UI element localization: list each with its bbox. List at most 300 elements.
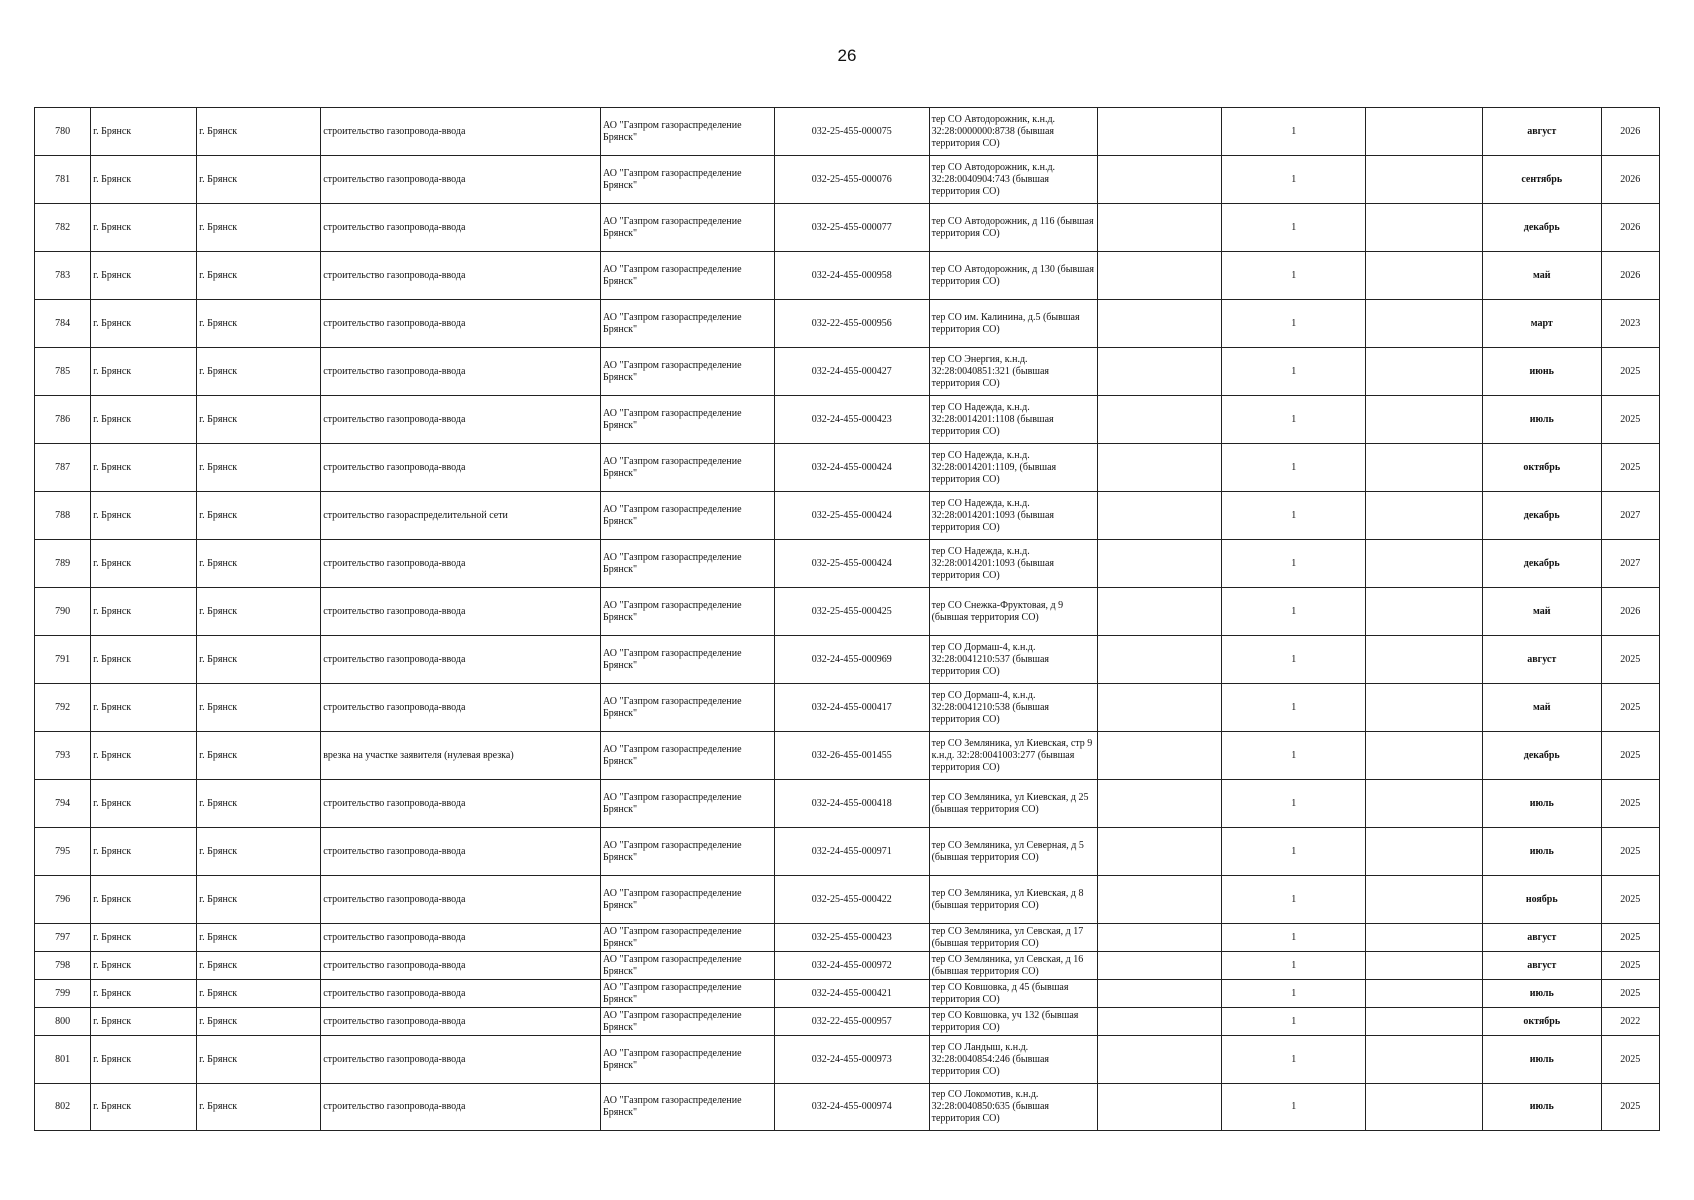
locality-cell: г. Брянск <box>91 396 197 444</box>
work-type-cell: строительство газопровода-ввода <box>321 300 601 348</box>
quantity-cell: 1 <box>1222 1036 1366 1084</box>
table-row <box>35 876 1660 924</box>
row-number-cell: 783 <box>35 252 91 300</box>
work-type-cell: строительство газопровода-ввода <box>321 684 601 732</box>
quantity-cell: 1 <box>1222 684 1366 732</box>
work-type-cell: строительство газопровода-ввода <box>321 156 601 204</box>
table-body <box>35 108 1660 1131</box>
table-row <box>35 156 1660 204</box>
address-cell: тер СО им. Калинина, д.5 (бывшая территория СО) <box>929 300 1098 348</box>
year-cell: 2025 <box>1601 348 1659 396</box>
empty-cell <box>1098 1036 1222 1084</box>
locality-cell: г. Брянск <box>91 1084 197 1131</box>
empty-cell <box>1366 348 1483 396</box>
year-cell: 2026 <box>1601 108 1659 156</box>
month-cell: сентябрь <box>1482 156 1601 204</box>
year-cell: 2026 <box>1601 204 1659 252</box>
empty-cell <box>1366 396 1483 444</box>
quantity-cell: 1 <box>1222 732 1366 780</box>
row-number-cell: 796 <box>35 876 91 924</box>
empty-cell <box>1366 300 1483 348</box>
page-number: 26 <box>837 46 857 65</box>
month-cell: май <box>1482 252 1601 300</box>
quantity-cell: 1 <box>1222 636 1366 684</box>
month-cell: июль <box>1482 396 1601 444</box>
empty-cell <box>1366 780 1483 828</box>
row-number-cell: 801 <box>35 1036 91 1084</box>
year-cell: 2025 <box>1601 952 1659 980</box>
table-row <box>35 108 1660 156</box>
address-cell: тер СО Надежда, к.н.д. 32:28:0014201:1108 (бывшая территория СО) <box>929 396 1098 444</box>
application-code-cell: 032-24-455-000969 <box>774 636 929 684</box>
address-cell: тер СО Автодорожник, д 116 (бывшая территория СО) <box>929 204 1098 252</box>
month-cell: ноябрь <box>1482 876 1601 924</box>
organization-cell: АО "Газпром газораспределение Брянск" <box>601 1036 775 1084</box>
locality-cell: г. Брянск <box>91 252 197 300</box>
city-cell: г. Брянск <box>197 396 321 444</box>
empty-cell <box>1366 108 1483 156</box>
table-row <box>35 1008 1660 1036</box>
month-cell: июль <box>1482 828 1601 876</box>
work-type-cell: строительство газопровода-ввода <box>321 588 601 636</box>
city-cell: г. Брянск <box>197 108 321 156</box>
table-row <box>35 540 1660 588</box>
work-type-cell: врезка на участке заявителя (нулевая врезка) <box>321 732 601 780</box>
row-number-cell: 800 <box>35 1008 91 1036</box>
month-cell: июль <box>1482 980 1601 1008</box>
quantity-cell: 1 <box>1222 588 1366 636</box>
organization-cell: АО "Газпром газораспределение Брянск" <box>601 492 775 540</box>
work-type-cell: строительство газопровода-ввода <box>321 1008 601 1036</box>
locality-cell: г. Брянск <box>91 636 197 684</box>
table-row <box>35 396 1660 444</box>
locality-cell: г. Брянск <box>91 444 197 492</box>
month-cell: июль <box>1482 1036 1601 1084</box>
city-cell: г. Брянск <box>197 636 321 684</box>
empty-cell <box>1366 684 1483 732</box>
city-cell: г. Брянск <box>197 156 321 204</box>
application-code-cell: 032-25-455-000424 <box>774 492 929 540</box>
empty-cell <box>1366 492 1483 540</box>
work-type-cell: строительство газопровода-ввода <box>321 1036 601 1084</box>
table-row <box>35 252 1660 300</box>
work-type-cell: строительство газопровода-ввода <box>321 828 601 876</box>
table-row <box>35 1036 1660 1084</box>
empty-cell <box>1098 588 1222 636</box>
empty-cell <box>1098 1084 1222 1131</box>
city-cell: г. Брянск <box>197 780 321 828</box>
row-number-cell: 789 <box>35 540 91 588</box>
quantity-cell: 1 <box>1222 780 1366 828</box>
empty-cell <box>1366 636 1483 684</box>
work-type-cell: строительство газопровода-ввода <box>321 348 601 396</box>
row-number-cell: 795 <box>35 828 91 876</box>
row-number-cell: 785 <box>35 348 91 396</box>
locality-cell: г. Брянск <box>91 492 197 540</box>
city-cell: г. Брянск <box>197 980 321 1008</box>
empty-cell <box>1098 684 1222 732</box>
empty-cell <box>1098 540 1222 588</box>
row-number-cell: 794 <box>35 780 91 828</box>
locality-cell: г. Брянск <box>91 732 197 780</box>
quantity-cell: 1 <box>1222 108 1366 156</box>
address-cell: тер СО Дормаш-4, к.н.д. 32:28:0041210:537 (бывшая территория СО) <box>929 636 1098 684</box>
application-code-cell: 032-24-455-000972 <box>774 952 929 980</box>
address-cell: тер СО Земляника, ул Киевская, д 25 (бывшая территория СО) <box>929 780 1098 828</box>
empty-cell <box>1098 348 1222 396</box>
table-row <box>35 348 1660 396</box>
year-cell: 2025 <box>1601 636 1659 684</box>
empty-cell <box>1366 156 1483 204</box>
application-code-cell: 032-22-455-000956 <box>774 300 929 348</box>
address-cell: тер СО Ковшовка, д 45 (бывшая территория СО) <box>929 980 1098 1008</box>
application-code-cell: 032-25-455-000423 <box>774 924 929 952</box>
table-row <box>35 780 1660 828</box>
city-cell: г. Брянск <box>197 828 321 876</box>
year-cell: 2025 <box>1601 396 1659 444</box>
organization-cell: АО "Газпром газораспределение Брянск" <box>601 588 775 636</box>
month-cell: май <box>1482 588 1601 636</box>
row-number-cell: 798 <box>35 952 91 980</box>
address-cell: тер СО Дормаш-4, к.н.д. 32:28:0041210:538 (бывшая территория СО) <box>929 684 1098 732</box>
table-row <box>35 684 1660 732</box>
empty-cell <box>1098 980 1222 1008</box>
locality-cell: г. Брянск <box>91 204 197 252</box>
organization-cell: АО "Газпром газораспределение Брянск" <box>601 952 775 980</box>
empty-cell <box>1098 1008 1222 1036</box>
work-type-cell: строительство газопровода-ввода <box>321 540 601 588</box>
application-code-cell: 032-24-455-000971 <box>774 828 929 876</box>
application-code-cell: 032-25-455-000075 <box>774 108 929 156</box>
locality-cell: г. Брянск <box>91 876 197 924</box>
organization-cell: АО "Газпром газораспределение Брянск" <box>601 156 775 204</box>
empty-cell <box>1098 636 1222 684</box>
organization-cell: АО "Газпром газораспределение Брянск" <box>601 684 775 732</box>
row-number-cell: 787 <box>35 444 91 492</box>
organization-cell: АО "Газпром газораспределение Брянск" <box>601 780 775 828</box>
application-code-cell: 032-24-455-000958 <box>774 252 929 300</box>
year-cell: 2023 <box>1601 300 1659 348</box>
table-row <box>35 952 1660 980</box>
city-cell: г. Брянск <box>197 1084 321 1131</box>
city-cell: г. Брянск <box>197 588 321 636</box>
quantity-cell: 1 <box>1222 540 1366 588</box>
application-code-cell: 032-25-455-000425 <box>774 588 929 636</box>
organization-cell: АО "Газпром газораспределение Брянск" <box>601 444 775 492</box>
month-cell: август <box>1482 924 1601 952</box>
row-number-cell: 792 <box>35 684 91 732</box>
address-cell: тер СО Земляника, ул Киевская, стр 9 к.н.д. 32:28:0041003:277 (бывшая территория СО) <box>929 732 1098 780</box>
quantity-cell: 1 <box>1222 300 1366 348</box>
organization-cell: АО "Газпром газораспределение Брянск" <box>601 300 775 348</box>
locality-cell: г. Брянск <box>91 300 197 348</box>
empty-cell <box>1098 444 1222 492</box>
row-number-cell: 797 <box>35 924 91 952</box>
row-number-cell: 799 <box>35 980 91 1008</box>
city-cell: г. Брянск <box>197 684 321 732</box>
quantity-cell: 1 <box>1222 828 1366 876</box>
application-code-cell: 032-24-455-000973 <box>774 1036 929 1084</box>
quantity-cell: 1 <box>1222 252 1366 300</box>
work-type-cell: строительство газопровода-ввода <box>321 108 601 156</box>
row-number-cell: 781 <box>35 156 91 204</box>
empty-cell <box>1366 732 1483 780</box>
work-type-cell: строительство газопровода-ввода <box>321 444 601 492</box>
month-cell: март <box>1482 300 1601 348</box>
work-type-cell: строительство газопровода-ввода <box>321 1084 601 1131</box>
table-row <box>35 588 1660 636</box>
year-cell: 2025 <box>1601 780 1659 828</box>
work-type-cell: строительство газопровода-ввода <box>321 952 601 980</box>
empty-cell <box>1098 204 1222 252</box>
organization-cell: АО "Газпром газораспределение Брянск" <box>601 252 775 300</box>
city-cell: г. Брянск <box>197 924 321 952</box>
empty-cell <box>1098 108 1222 156</box>
application-code-cell: 032-25-455-000076 <box>774 156 929 204</box>
application-code-cell: 032-24-455-000427 <box>774 348 929 396</box>
application-code-cell: 032-22-455-000957 <box>774 1008 929 1036</box>
address-cell: тер СО Земляника, ул Севская, д 16 (бывшая территория СО) <box>929 952 1098 980</box>
locality-cell: г. Брянск <box>91 1008 197 1036</box>
application-code-cell: 032-25-455-000422 <box>774 876 929 924</box>
city-cell: г. Брянск <box>197 876 321 924</box>
table-row <box>35 444 1660 492</box>
empty-cell <box>1366 588 1483 636</box>
application-code-cell: 032-24-455-000424 <box>774 444 929 492</box>
row-number-cell: 784 <box>35 300 91 348</box>
table-row <box>35 1084 1660 1131</box>
empty-cell <box>1098 492 1222 540</box>
table-row <box>35 828 1660 876</box>
empty-cell <box>1366 1008 1483 1036</box>
organization-cell: АО "Газпром газораспределение Брянск" <box>601 396 775 444</box>
empty-cell <box>1098 876 1222 924</box>
locality-cell: г. Брянск <box>91 348 197 396</box>
empty-cell <box>1366 252 1483 300</box>
table-row <box>35 204 1660 252</box>
city-cell: г. Брянск <box>197 952 321 980</box>
table-row <box>35 732 1660 780</box>
organization-cell: АО "Газпром газораспределение Брянск" <box>601 980 775 1008</box>
organization-cell: АО "Газпром газораспределение Брянск" <box>601 924 775 952</box>
year-cell: 2025 <box>1601 1036 1659 1084</box>
month-cell: август <box>1482 952 1601 980</box>
year-cell: 2025 <box>1601 444 1659 492</box>
application-code-cell: 032-25-455-000077 <box>774 204 929 252</box>
quantity-cell: 1 <box>1222 156 1366 204</box>
month-cell: декабрь <box>1482 492 1601 540</box>
table-row <box>35 300 1660 348</box>
row-number-cell: 793 <box>35 732 91 780</box>
quantity-cell: 1 <box>1222 952 1366 980</box>
month-cell: октябрь <box>1482 444 1601 492</box>
table-row <box>35 492 1660 540</box>
locality-cell: г. Брянск <box>91 108 197 156</box>
table-row <box>35 636 1660 684</box>
organization-cell: АО "Газпром газораспределение Брянск" <box>601 204 775 252</box>
empty-cell <box>1366 828 1483 876</box>
empty-cell <box>1098 300 1222 348</box>
empty-cell <box>1098 924 1222 952</box>
quantity-cell: 1 <box>1222 1008 1366 1036</box>
empty-cell <box>1098 780 1222 828</box>
organization-cell: АО "Газпром газораспределение Брянск" <box>601 732 775 780</box>
empty-cell <box>1366 444 1483 492</box>
city-cell: г. Брянск <box>197 252 321 300</box>
year-cell: 2027 <box>1601 540 1659 588</box>
address-cell: тер СО Автодорожник, д 130 (бывшая территория СО) <box>929 252 1098 300</box>
city-cell: г. Брянск <box>197 732 321 780</box>
row-number-cell: 780 <box>35 108 91 156</box>
locality-cell: г. Брянск <box>91 540 197 588</box>
empty-cell <box>1098 252 1222 300</box>
quantity-cell: 1 <box>1222 204 1366 252</box>
address-cell: тер СО Снежка-Фруктовая, д 9 (бывшая территория СО) <box>929 588 1098 636</box>
year-cell: 2025 <box>1601 876 1659 924</box>
year-cell: 2025 <box>1601 732 1659 780</box>
quantity-cell: 1 <box>1222 396 1366 444</box>
quantity-cell: 1 <box>1222 1084 1366 1131</box>
application-code-cell: 032-24-455-000417 <box>774 684 929 732</box>
month-cell: октябрь <box>1482 1008 1601 1036</box>
address-cell: тер СО Ландыш, к.н.д. 32:28:0040854:246 (бывшая территория СО) <box>929 1036 1098 1084</box>
address-cell: тер СО Земляника, ул Северная, д 5 (бывшая территория СО) <box>929 828 1098 876</box>
work-type-cell: строительство газораспределительной сети <box>321 492 601 540</box>
organization-cell: АО "Газпром газораспределение Брянск" <box>601 108 775 156</box>
locality-cell: г. Брянск <box>91 156 197 204</box>
year-cell: 2025 <box>1601 828 1659 876</box>
organization-cell: АО "Газпром газораспределение Брянск" <box>601 828 775 876</box>
table-row <box>35 924 1660 952</box>
work-type-cell: строительство газопровода-ввода <box>321 204 601 252</box>
year-cell: 2025 <box>1601 980 1659 1008</box>
row-number-cell: 788 <box>35 492 91 540</box>
year-cell: 2026 <box>1601 252 1659 300</box>
address-cell: тер СО Земляника, ул Севская, д 17 (бывшая территория СО) <box>929 924 1098 952</box>
organization-cell: АО "Газпром газораспределение Брянск" <box>601 876 775 924</box>
quantity-cell: 1 <box>1222 876 1366 924</box>
empty-cell <box>1098 828 1222 876</box>
empty-cell <box>1366 952 1483 980</box>
empty-cell <box>1098 156 1222 204</box>
year-cell: 2026 <box>1601 588 1659 636</box>
year-cell: 2026 <box>1601 156 1659 204</box>
city-cell: г. Брянск <box>197 1036 321 1084</box>
locality-cell: г. Брянск <box>91 780 197 828</box>
month-cell: декабрь <box>1482 204 1601 252</box>
row-number-cell: 790 <box>35 588 91 636</box>
quantity-cell: 1 <box>1222 980 1366 1008</box>
city-cell: г. Брянск <box>197 444 321 492</box>
address-cell: тер СО Локомотив, к.н.д. 32:28:0040850:635 (бывшая территория СО) <box>929 1084 1098 1131</box>
locality-cell: г. Брянск <box>91 1036 197 1084</box>
locality-cell: г. Брянск <box>91 684 197 732</box>
gas-connection-register-table <box>34 107 1660 1131</box>
table-row <box>35 980 1660 1008</box>
year-cell: 2025 <box>1601 684 1659 732</box>
work-type-cell: строительство газопровода-ввода <box>321 636 601 684</box>
address-cell: тер СО Ковшовка, уч 132 (бывшая территория СО) <box>929 1008 1098 1036</box>
address-cell: тер СО Надежда, к.н.д. 32:28:0014201:1109, (бывшая территория СО) <box>929 444 1098 492</box>
month-cell: декабрь <box>1482 732 1601 780</box>
locality-cell: г. Брянск <box>91 952 197 980</box>
year-cell: 2025 <box>1601 1084 1659 1131</box>
empty-cell <box>1366 980 1483 1008</box>
month-cell: июль <box>1482 1084 1601 1131</box>
empty-cell <box>1366 924 1483 952</box>
year-cell: 2027 <box>1601 492 1659 540</box>
month-cell: август <box>1482 108 1601 156</box>
quantity-cell: 1 <box>1222 492 1366 540</box>
address-cell: тер СО Автодорожник, к.н.д. 32:28:0040904:743 (бывшая территория СО) <box>929 156 1098 204</box>
address-cell: тер СО Надежда, к.н.д. 32:28:0014201:1093 (бывшая территория СО) <box>929 540 1098 588</box>
empty-cell <box>1098 952 1222 980</box>
organization-cell: АО "Газпром газораспределение Брянск" <box>601 636 775 684</box>
work-type-cell: строительство газопровода-ввода <box>321 876 601 924</box>
year-cell: 2022 <box>1601 1008 1659 1036</box>
application-code-cell: 032-24-455-000423 <box>774 396 929 444</box>
empty-cell <box>1366 204 1483 252</box>
year-cell: 2025 <box>1601 924 1659 952</box>
month-cell: декабрь <box>1482 540 1601 588</box>
address-cell: тер СО Автодорожник, к.н.д. 32:28:0000000:8738 (бывшая территория СО) <box>929 108 1098 156</box>
application-code-cell: 032-24-455-000421 <box>774 980 929 1008</box>
work-type-cell: строительство газопровода-ввода <box>321 396 601 444</box>
row-number-cell: 791 <box>35 636 91 684</box>
application-code-cell: 032-26-455-001455 <box>774 732 929 780</box>
city-cell: г. Брянск <box>197 540 321 588</box>
city-cell: г. Брянск <box>197 492 321 540</box>
address-cell: тер СО Надежда, к.н.д. 32:28:0014201:1093 (бывшая территория СО) <box>929 492 1098 540</box>
application-code-cell: 032-24-455-000418 <box>774 780 929 828</box>
month-cell: июль <box>1482 780 1601 828</box>
empty-cell <box>1098 396 1222 444</box>
city-cell: г. Брянск <box>197 1008 321 1036</box>
work-type-cell: строительство газопровода-ввода <box>321 924 601 952</box>
city-cell: г. Брянск <box>197 348 321 396</box>
locality-cell: г. Брянск <box>91 828 197 876</box>
month-cell: июнь <box>1482 348 1601 396</box>
locality-cell: г. Брянск <box>91 980 197 1008</box>
row-number-cell: 802 <box>35 1084 91 1131</box>
month-cell: август <box>1482 636 1601 684</box>
organization-cell: АО "Газпром газораспределение Брянск" <box>601 348 775 396</box>
organization-cell: АО "Газпром газораспределение Брянск" <box>601 540 775 588</box>
locality-cell: г. Брянск <box>91 588 197 636</box>
organization-cell: АО "Газпром газораспределение Брянск" <box>601 1008 775 1036</box>
empty-cell <box>1366 1036 1483 1084</box>
city-cell: г. Брянск <box>197 300 321 348</box>
application-code-cell: 032-24-455-000974 <box>774 1084 929 1131</box>
month-cell: май <box>1482 684 1601 732</box>
address-cell: тер СО Энергия, к.н.д. 32:28:0040851:321 (бывшая территория СО) <box>929 348 1098 396</box>
row-number-cell: 782 <box>35 204 91 252</box>
work-type-cell: строительство газопровода-ввода <box>321 780 601 828</box>
empty-cell <box>1098 732 1222 780</box>
row-number-cell: 786 <box>35 396 91 444</box>
quantity-cell: 1 <box>1222 444 1366 492</box>
empty-cell <box>1366 1084 1483 1131</box>
quantity-cell: 1 <box>1222 348 1366 396</box>
address-cell: тер СО Земляника, ул Киевская, д 8 (бывшая территория СО) <box>929 876 1098 924</box>
quantity-cell: 1 <box>1222 924 1366 952</box>
work-type-cell: строительство газопровода-ввода <box>321 252 601 300</box>
organization-cell: АО "Газпром газораспределение Брянск" <box>601 1084 775 1131</box>
empty-cell <box>1366 876 1483 924</box>
city-cell: г. Брянск <box>197 204 321 252</box>
locality-cell: г. Брянск <box>91 924 197 952</box>
application-code-cell: 032-25-455-000424 <box>774 540 929 588</box>
